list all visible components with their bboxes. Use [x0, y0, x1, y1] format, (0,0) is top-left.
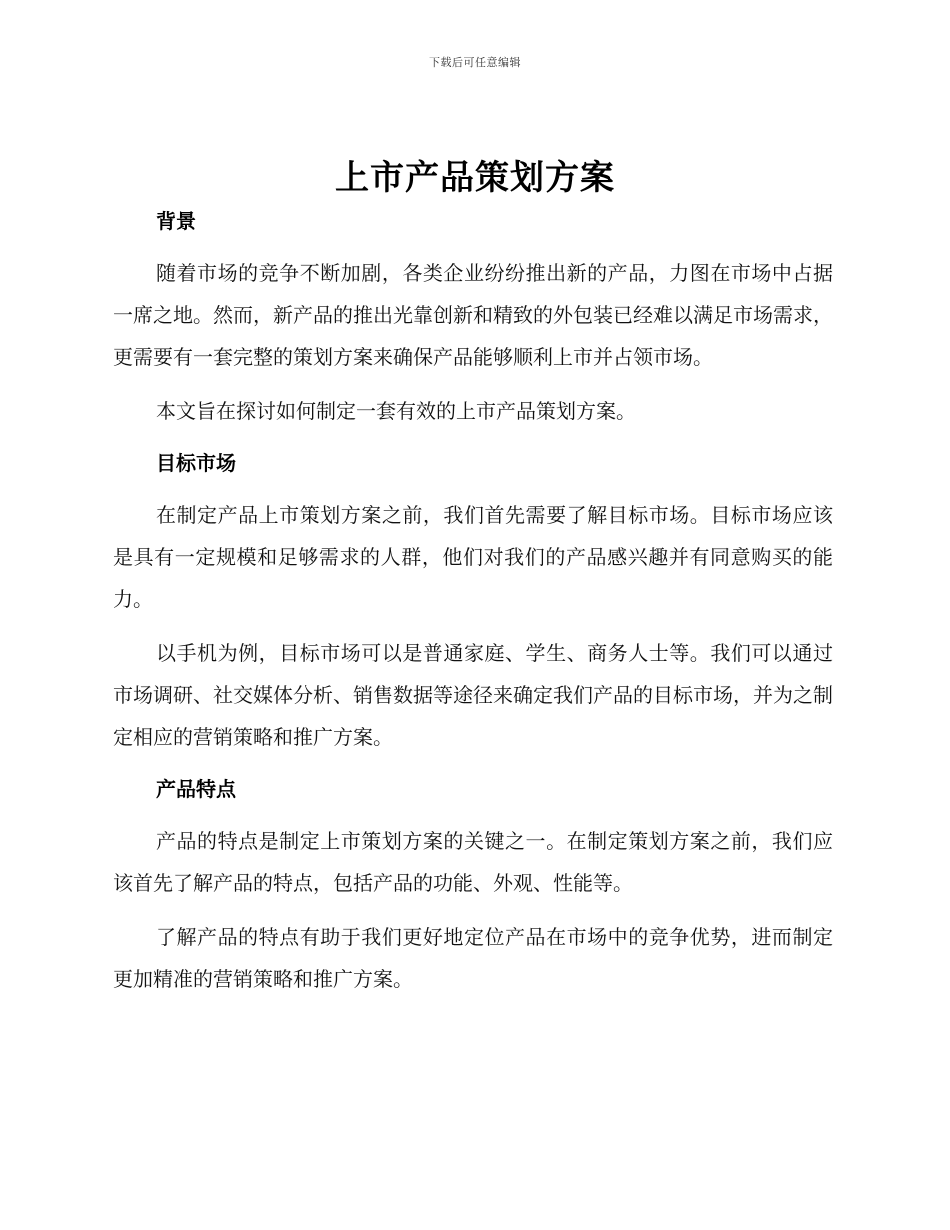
- paragraph: 随着市场的竞争不断加剧，各类企业纷纷推出新的产品，力图在市场中占据一席之地。然而，新产品的推出光靠创新和精致的外包装已经难以满足市场需求，更需要有一套完整的策划方案来确保产品能够顺利上市并占领市场。: [113, 261, 833, 369]
- paragraph: 本文旨在探讨如何制定一套有效的上市产品策划方案。: [156, 399, 636, 423]
- header-note: 下载后可任意编辑: [429, 56, 521, 69]
- section-heading: 目标市场: [156, 451, 236, 475]
- paragraph: 了解产品的特点有助于我们更好地定位产品在市场中的竞争优势，进而制定更加精准的营销策略和推广方案。: [113, 925, 833, 991]
- section-background: [113, 204, 833, 432]
- paragraph: 在制定产品上市策划方案之前，我们首先需要了解目标市场。目标市场应该是具有一定规模和足够需求的人群，他们对我们的产品感兴趣并有同意购买的能力。: [113, 503, 833, 611]
- document-title: 上市产品策划方案: [335, 158, 615, 198]
- paragraph: 产品的特点是制定上市策划方案的关键之一。在制定策划方案之前，我们应该首先了解产品的特点，包括产品的功能、外观、性能等。: [113, 829, 833, 895]
- section-product-features: [113, 772, 833, 1000]
- section-heading: 产品特点: [156, 777, 236, 801]
- section-target-market: [113, 446, 833, 758]
- paragraph: 以手机为例，目标市场可以是普通家庭、学生、商务人士等。我们可以通过市场调研、社交媒体分析、销售数据等途径来确定我们产品的目标市场，并为之制定相应的营销策略和推广方案。: [113, 641, 833, 749]
- document-body: [113, 204, 833, 1000]
- section-heading: 背景: [156, 209, 196, 233]
